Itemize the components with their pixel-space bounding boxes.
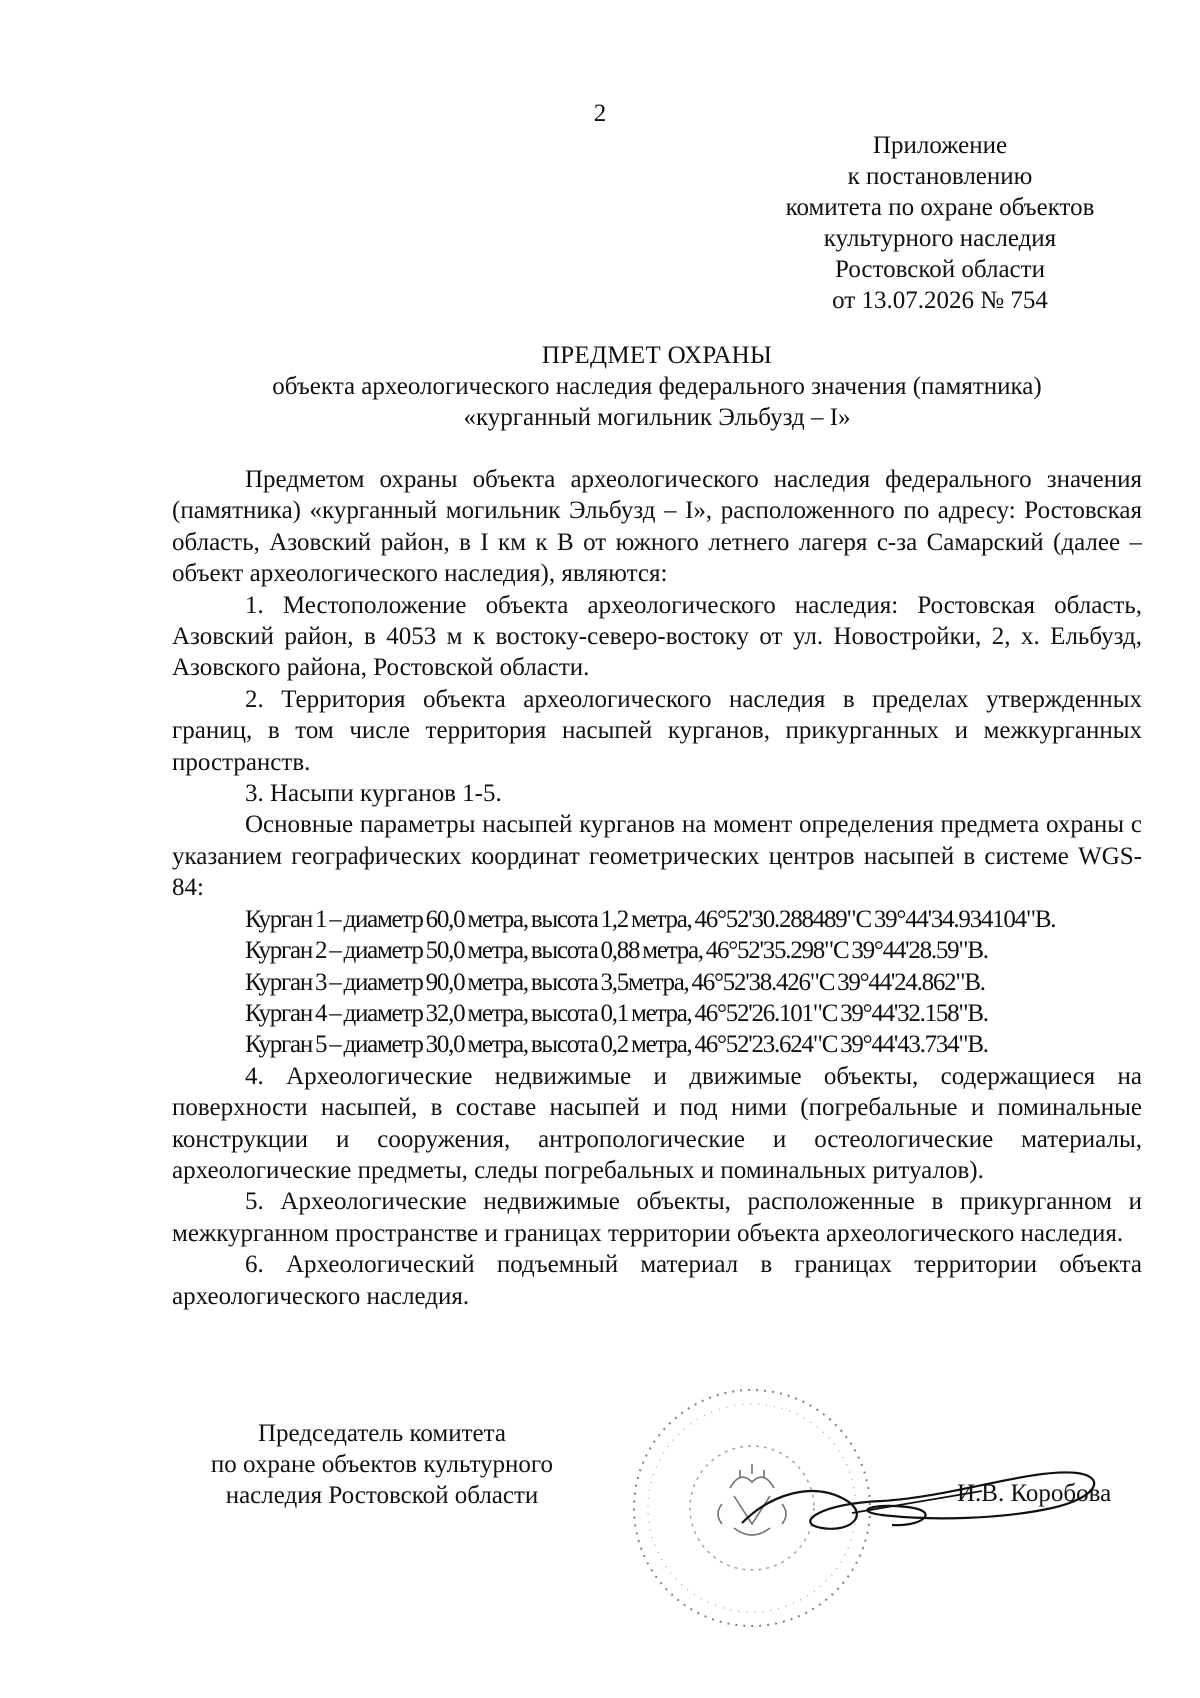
- appendix-line: Приложение: [872, 132, 1008, 159]
- signer-position-line: по охране объектов культурного: [210, 1451, 554, 1478]
- item-immovable-objects: 5. Археологические недвижимые объекты, расположенные в прикурганном и межкурганном пространстве и границах территории объекта археологического наследия.: [172, 1188, 1142, 1247]
- appendix-line: Ростовской области: [835, 256, 1045, 283]
- appendix-date-number: от 13.07.2026 № 754: [832, 287, 1048, 314]
- kurgan-list: [172, 904, 1142, 1061]
- appendix-line: к постановлению: [847, 163, 1033, 190]
- item-surface-material: 6. Археологический подъемный материал в границах территории объекта археологического наследия.: [172, 1251, 1142, 1310]
- document-subtitle-line1: объекта археологического наследия федерального значения (памятника): [272, 373, 1042, 400]
- page-number: 2: [593, 100, 607, 127]
- kurgan-entry: Курган 5 – диаметр 30,0 метра, высота 0,2 метра, 46°52'23.624"С 39°44'43.734"В.: [245, 1031, 988, 1059]
- document-subtitle-line2: «курганный могильник Эльбузд – I»: [463, 404, 851, 431]
- appendix-line: культурного наследия: [823, 225, 1057, 252]
- kurgan-entry: Курган 1 – диаметр 60,0 метра, высота 1,2 метра, 46°52'30.288489"С 39°44'34.934104"В.: [245, 905, 1056, 933]
- appendix-line: комитета по охране объектов: [785, 194, 1095, 221]
- document-body: [172, 464, 1142, 1312]
- mound-parameters-intro: Основные параметры насыпей курганов на момент определения предмета охраны с указанием географических координат геометрических центров насыпей в системе WGS-84:: [172, 811, 1142, 902]
- appendix-header: [740, 130, 1140, 316]
- kurgan-entry: Курган 3 – диаметр 90,0 метра, высота 3,5метра, 46°52'38.426"С 39°44'24.862"В.: [245, 968, 985, 996]
- item-location: 1. Местоположение объекта археологического наследия: Ростовская область, Азовский район, в 4053 м к востоку-северо-востоку от ул. Новостройки, 2, х. Ельбузд, Азовского района, Ростовской области.: [172, 591, 1142, 682]
- intro-paragraph: Предметом охраны объекта археологического наследия федерального значения (памятника) «курганный могильник Эльбузд – I», расположенного по адресу: Ростовская область, Азовский район, в I км к В от южного летнего лагеря с-за Самарский (далее – объект археологического наследия), являются:: [172, 466, 1142, 588]
- signer-name: И.В. Коробова: [957, 1480, 1112, 1507]
- document-title-block: [0, 340, 1200, 433]
- document-title: ПРЕДМЕТ ОХРАНЫ: [541, 342, 773, 369]
- item-mounds: 3. Насыпи курганов 1-5.: [245, 780, 502, 808]
- signer-position-line: Председатель комитета: [258, 1420, 506, 1447]
- signature-block: [172, 1418, 1112, 1628]
- kurgan-entry: Курган 4 – диаметр 32,0 метра, высота 0,1 метра, 46°52'26.101"С 39°44'32.158"В.: [245, 999, 988, 1027]
- kurgan-entry: Курган 2 – диаметр 50,0 метра, высота 0,88 метра, 46°52'35.298"С 39°44'28.59"В.: [245, 937, 988, 965]
- signer-position-line: наследия Ростовской области: [225, 1482, 539, 1509]
- signer-position: [172, 1418, 592, 1511]
- item-archaeological-objects: 4. Археологические недвижимые и движимые объекты, содержащиеся на поверхности насыпей, в составе насыпей и под ними (погребальные и поминальные конструкции и сооружения, антропологические и остеологические материалы, археологические предметы, следы погребальных и поминальных ритуалов).: [172, 1062, 1142, 1184]
- item-territory: 2. Территория объекта археологического наследия в пределах утвержденных границ, в том числе территория насыпей курганов, прикурганных и межкурганных пространств.: [172, 685, 1142, 776]
